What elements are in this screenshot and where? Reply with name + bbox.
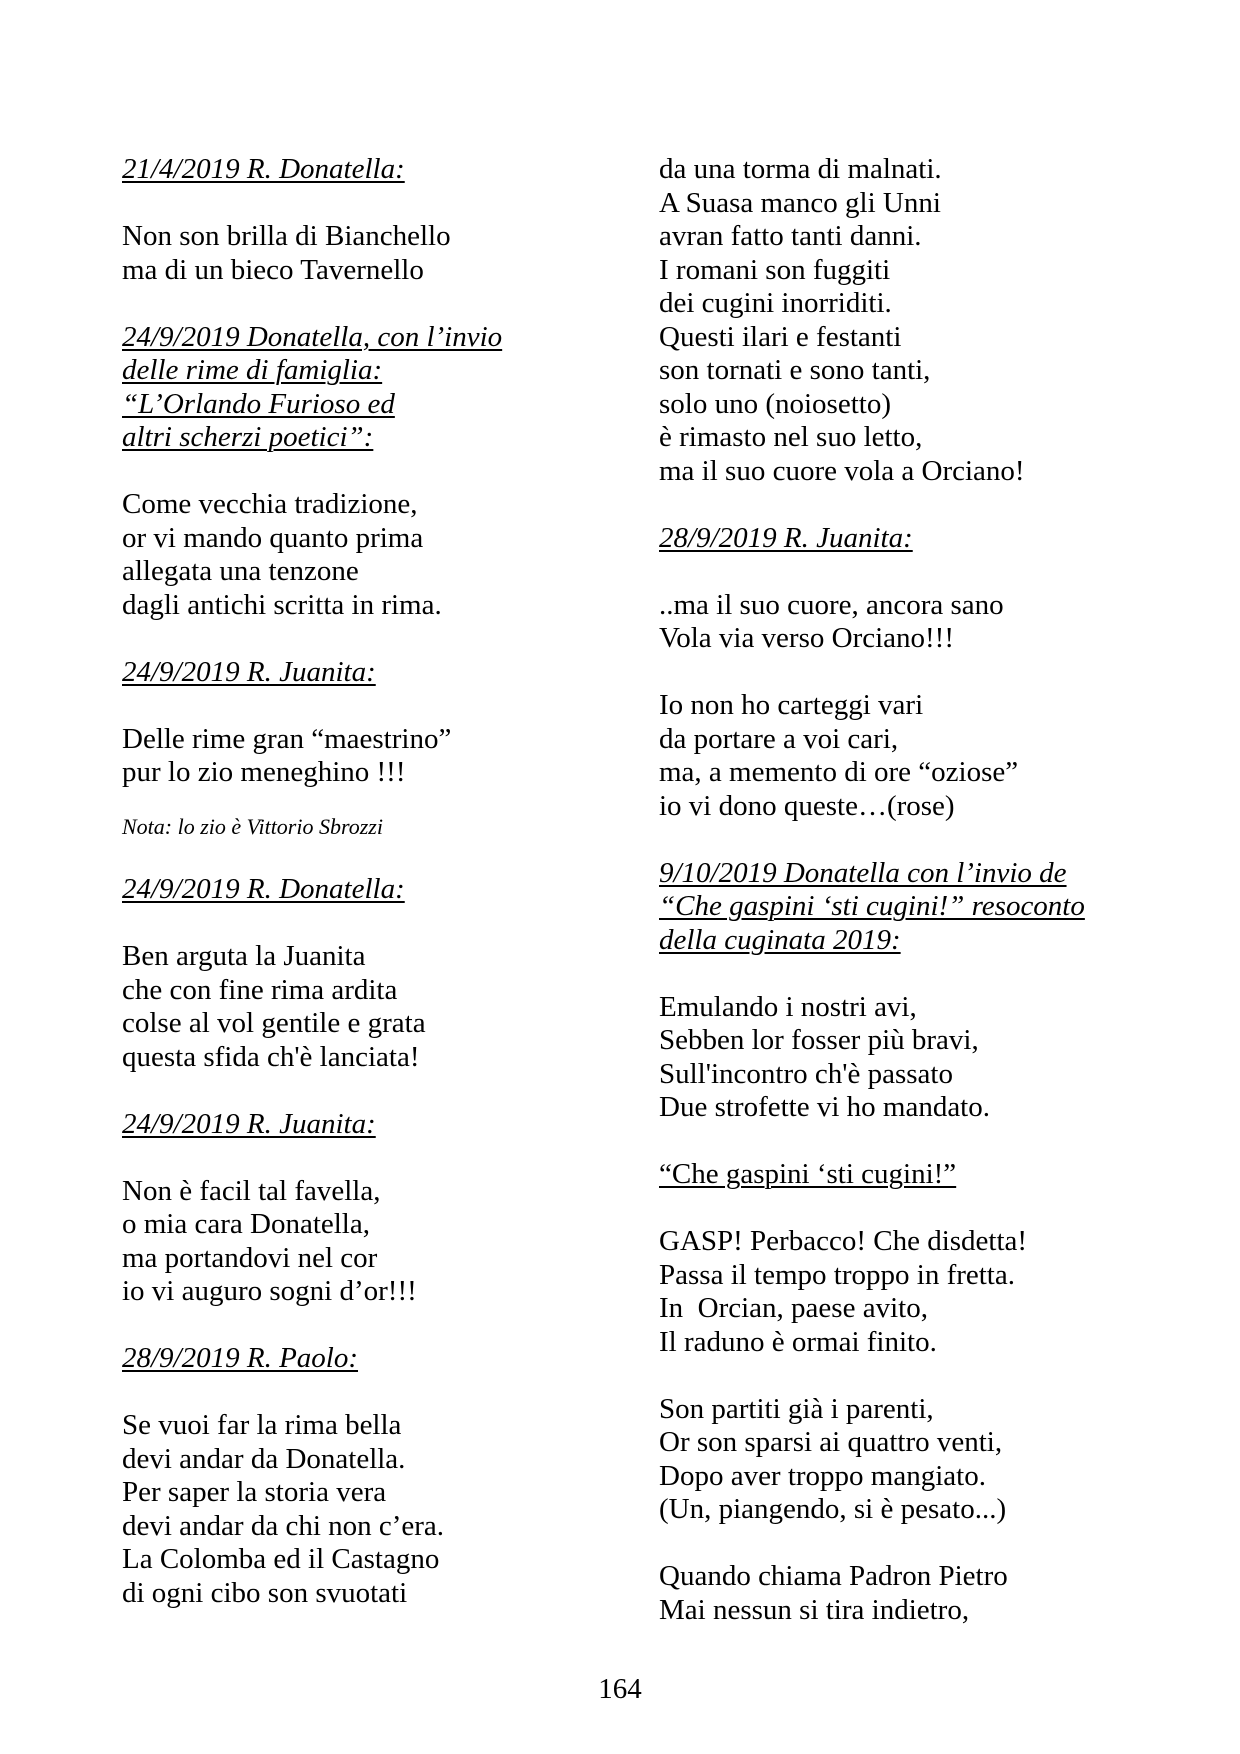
verse-line: Se vuoi far la rima bella	[122, 1409, 402, 1441]
stanza	[122, 940, 622, 1074]
entry	[122, 153, 622, 287]
entry	[122, 656, 622, 840]
heading-line: 24/9/2019 Donatella, con l’invio	[122, 320, 503, 353]
stanza	[122, 723, 622, 790]
heading-line: 24/9/2019 R. Juanita:	[122, 1107, 376, 1140]
entry	[122, 321, 622, 623]
stanza	[122, 1175, 622, 1309]
verse-line: ma il suo cuore vola a Orciano!	[659, 454, 1025, 487]
verse-line: son tornati e sono tanti,	[659, 354, 931, 386]
entry-heading	[122, 656, 622, 690]
verse-line: che con fine rima ardita	[122, 973, 398, 1006]
verse-line: o mia cara Donatella,	[122, 1208, 370, 1240]
entry	[659, 522, 1219, 824]
verse-line: ma portandovi nel cor	[122, 1241, 378, 1274]
verse-line: questa sfida ch'è lanciata!	[122, 1040, 420, 1073]
heading-line: 28/9/2019 R. Paolo:	[122, 1342, 359, 1374]
heading-line: 9/10/2019 Donatella con l’invio de	[659, 856, 1067, 889]
verse-line: colse al vol gentile e grata	[122, 1007, 426, 1039]
verse-line: Come vecchia tradizione,	[122, 488, 418, 520]
heading-line: 28/9/2019 R. Juanita:	[659, 521, 913, 554]
verse-line: devi andar da chi non c’era.	[122, 1509, 445, 1542]
verse-line: ..ma il suo cuore, ancora sano	[659, 588, 1004, 621]
verse-line: allegata una tenzone	[122, 555, 359, 587]
verse-line: Dopo aver troppo mangiato.	[659, 1459, 986, 1492]
entry	[122, 1342, 622, 1610]
verse-line: solo uno (noiosetto)	[659, 387, 891, 420]
heading-line: delle rime di famiglia:	[122, 354, 383, 386]
verse-line: io vi auguro sogni d’or!!!	[122, 1275, 417, 1307]
entry-heading	[122, 873, 622, 907]
verse-line: Io non ho carteggi vari	[659, 689, 924, 721]
verse-line: A Suasa manco gli Unni	[659, 186, 941, 219]
stanza	[659, 153, 1219, 488]
stanza	[659, 991, 1219, 1125]
heading-line: 21/4/2019 R. Donatella:	[122, 153, 405, 185]
verse-line: è rimasto nel suo letto,	[659, 421, 923, 453]
entry-heading	[122, 321, 622, 455]
stanza	[659, 1560, 1219, 1627]
entry-heading	[122, 153, 622, 187]
verse-line: Il raduno è ormai finito.	[659, 1325, 937, 1358]
left-column	[122, 153, 622, 1610]
verse-line: ma, a memento di ore “oziose”	[659, 756, 1019, 788]
verse-line: or vi mando quanto prima	[122, 521, 424, 554]
verse-line: Vola via verso Orciano!!!	[659, 622, 954, 654]
entry-heading	[122, 1342, 622, 1376]
verse-line: La Colomba ed il Castagno	[122, 1543, 440, 1575]
page-number: 164	[598, 1673, 642, 1705]
verse-line: Non è facil tal favella,	[122, 1174, 381, 1207]
heading-line: 24/9/2019 R. Donatella:	[122, 873, 405, 905]
verse-line: Non son brilla di Bianchello	[122, 220, 451, 252]
entry	[122, 873, 622, 1074]
entry-heading	[659, 522, 1219, 556]
entry-continuation	[659, 153, 1219, 488]
entry-heading	[659, 857, 1219, 958]
verse-line: (Un, piangendo, si è pesato...)	[659, 1493, 1007, 1525]
verse-line: Son partiti già i parenti,	[659, 1392, 934, 1425]
verse-line: Emulando i nostri avi,	[659, 990, 917, 1023]
entry-heading	[122, 1108, 622, 1142]
verse-line: pur lo zio meneghino !!!	[122, 756, 406, 788]
right-column	[659, 153, 1219, 1627]
stanza	[122, 1409, 622, 1610]
heading-line: “L’Orlando Furioso ed	[122, 387, 395, 420]
heading-line: “Che gaspini ‘sti cugini!” resoconto	[659, 890, 1085, 922]
verse-line: Or son sparsi ai quattro venti,	[659, 1426, 1003, 1458]
entry	[659, 857, 1219, 1125]
stanza	[122, 488, 622, 622]
heading-line: altri scherzi poetici”:	[122, 421, 374, 453]
verse-line: io vi dono queste…(rose)	[659, 789, 955, 822]
poem-title: “Che gaspini ‘sti cugini!”	[659, 1158, 957, 1190]
verse-line: dagli antichi scritta in rima.	[122, 588, 442, 621]
verse-line: GASP! Perbacco! Che disdetta!	[659, 1225, 1028, 1257]
verse-line: Quando chiama Padron Pietro	[659, 1560, 1008, 1592]
stanza	[659, 1393, 1219, 1527]
entry	[122, 1108, 622, 1309]
verse-line: dei cugini inorriditi.	[659, 287, 892, 319]
heading-line: della cuginata 2019:	[659, 923, 901, 956]
verse-line: da portare a voi cari,	[659, 722, 899, 755]
stanza	[659, 589, 1219, 656]
stanza	[122, 220, 622, 287]
poem	[659, 1158, 1219, 1627]
verse-line: Due strofette vi ho mandato.	[659, 1091, 990, 1123]
verse-line: Per saper la storia vera	[122, 1476, 387, 1508]
stanza	[659, 1225, 1219, 1359]
verse-line: ma di un bieco Tavernello	[122, 253, 424, 286]
verse-line: di ogni cibo son svuotati	[122, 1576, 408, 1609]
verse-line: In Orcian, paese avito,	[659, 1292, 928, 1324]
verse-line: Sebben lor fosser più bravi,	[659, 1024, 979, 1056]
heading-line: 24/9/2019 R. Juanita:	[122, 655, 376, 688]
verse-line: devi andar da Donatella.	[122, 1442, 406, 1475]
stanza	[659, 689, 1219, 823]
verse-line: I romani son fuggiti	[659, 253, 891, 286]
verse-line: Passa il tempo troppo in fretta.	[659, 1258, 1015, 1291]
verse-line: Ben arguta la Juanita	[122, 940, 366, 972]
verse-line: Mai nessun si tira indietro,	[659, 1593, 970, 1626]
verse-line: avran fatto tanti danni.	[659, 220, 922, 252]
verse-line: Sull'incontro ch'è passato	[659, 1057, 953, 1090]
footnote: Nota: lo zio è Vittorio Sbrozzi	[122, 813, 383, 839]
verse-line: da una torma di malnati.	[659, 153, 942, 185]
verse-line: Delle rime gran “maestrino”	[122, 722, 452, 755]
verse-line: Questi ilari e festanti	[659, 320, 902, 353]
